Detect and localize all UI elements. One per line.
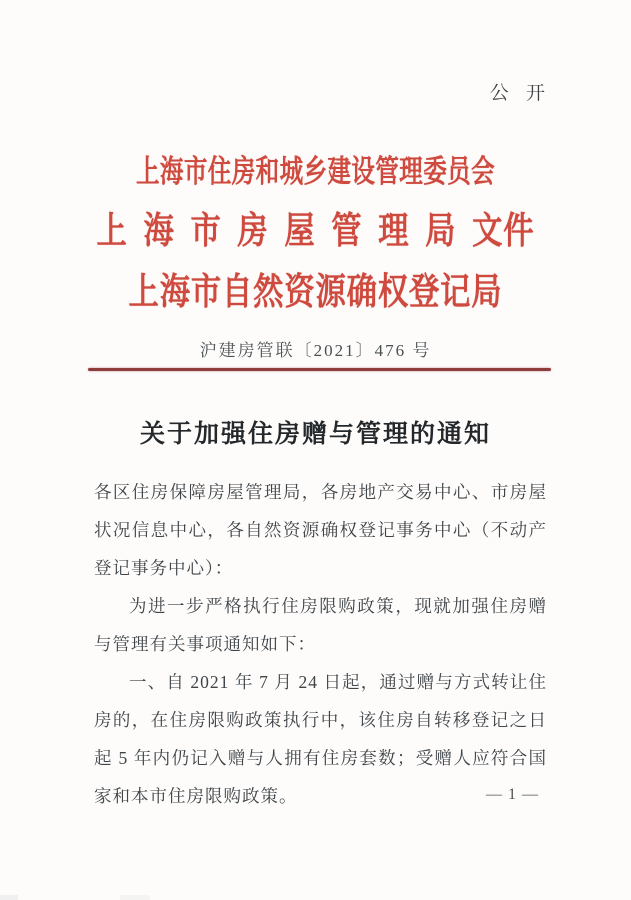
agency-name-line-1: 上海市住房和城乡建设管理委员会 (135, 154, 496, 189)
salutation-paragraph: 各区住房保障房屋管理局，各房地产交易中心、市房屋状况信息中心，各自然资源确权登记事务中心（不动产登记事务中心）： (94, 482, 547, 578)
document-number: 沪建房管联〔2021〕476 号 (199, 341, 432, 360)
body-paragraph-1: 为进一步严格执行住房限购政策，现就加强住房赠与管理有关事项通知如下： (94, 596, 547, 654)
letterhead (0, 146, 631, 315)
red-separator-line (88, 368, 551, 371)
agency-name-line-2: 上 海 市 房 屋 管 理 局 文件 (96, 211, 535, 252)
document-body (94, 473, 547, 815)
document-title: 关于加强住房赠与管理的通知 (139, 421, 491, 448)
body-paragraph-2: 一、自 2021 年 7 月 24 日起，通过赠与方式转让住房的，在住房限购政策执行中，该住房自转移登记之日起 5 年内仍记入赠与人拥有住房套数；受赠人应符合国家和本市住房限购政策。 (94, 672, 547, 806)
agency-name-line-3: 上海市自然资源确权登记局 (128, 272, 503, 313)
classification-label: 公 开 (489, 83, 551, 104)
page-number: — 1 — (486, 786, 539, 803)
